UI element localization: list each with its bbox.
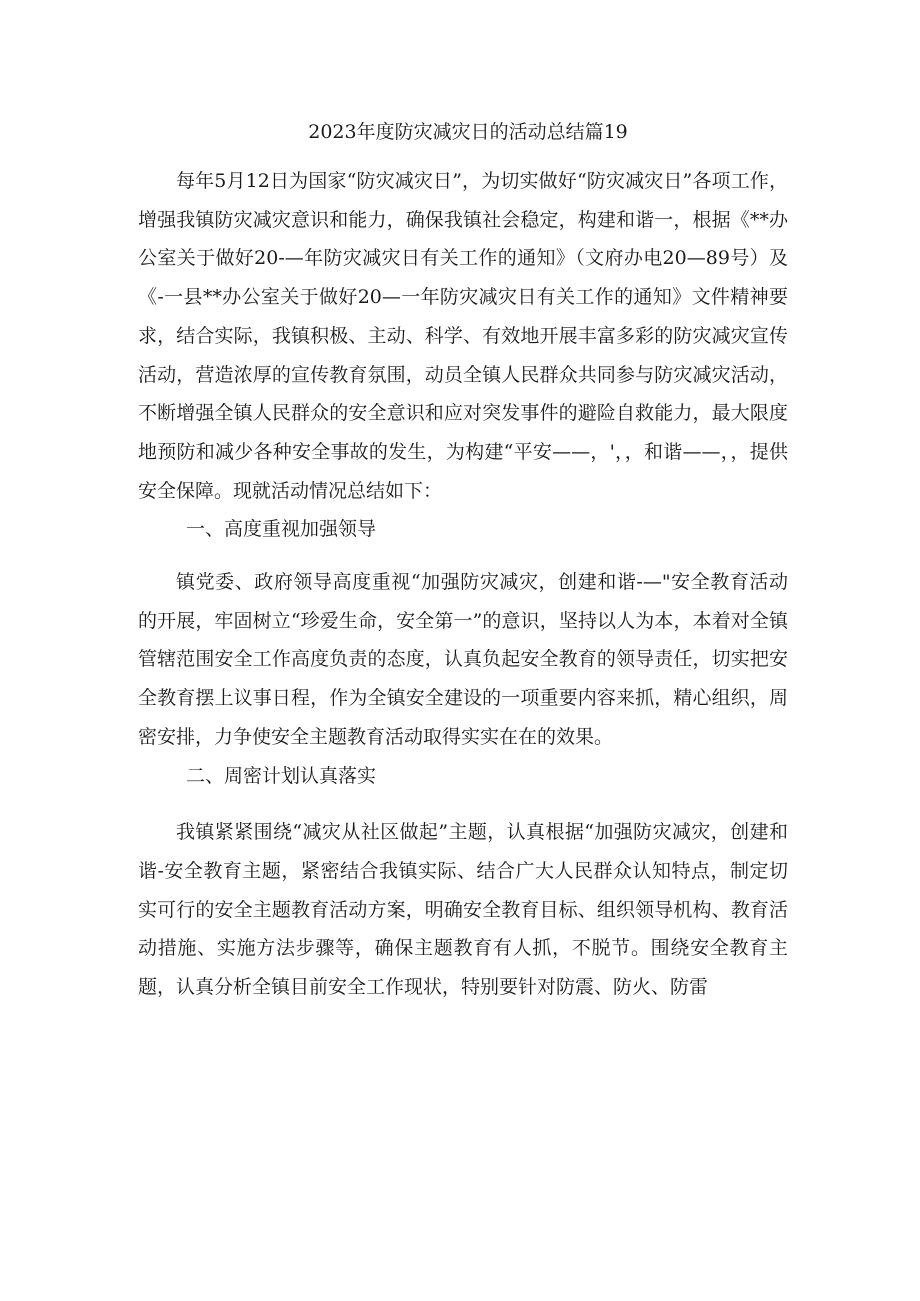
document-page bbox=[138, 112, 788, 1007]
section-1-heading: 一、高度重视加强领导 bbox=[186, 518, 377, 541]
section-2-heading: 二、周密计划认真落实 bbox=[186, 764, 377, 787]
document-title: 2023年度防灾减灾日的活动总结篇19 bbox=[308, 121, 628, 143]
section-1-paragraph: 镇党委、政府领导高度重视“加强防灾减灾，创建和谐-—"安全教育活动的开展，牢固树立“珍爱生命，安全第一”的意识，坚持以人为本，本着对全镇管辖范围安全工作高度负责的态度，认真负起安全教育的领导责任，切实把安全教育摆上议事日程，作为全镇安全建设的一项重要内容来抓，精心组织，周密安排，力争使安全主题教育活动取得实实在在的效果。 bbox=[138, 571, 788, 748]
section-2-paragraph: 我镇紧紧围绕“减灾从社区做起”主题，认真根据“加强防灾减灾，创建和谐-安全教育主题，紧密结合我镇实际、结合广大人民群众认知特点，制定切实可行的安全主题教育活动方案，明确安全教育目标、组织领导机构、教育活动措施、实施方法步骤等，确保主题教育有人抓，不脱节。围绕安全教育主题，认真分析全镇目前安全工作现状，特别要针对防震、防火、防雷 bbox=[138, 821, 788, 999]
intro-paragraph: 每年5月12日为国家“防灾减灾日”，为切实做好“防灾减灾日”各项工作，增强我镇防灾减灾意识和能力，确保我镇社会稳定，构建和谐一，根据《**办公室关于做好20-—年防灾减灾日有关工作的通知》（文府办电20—89号）及《-一县**办公室关于做好20—一年防灾减灾日有关工作的通知》文件精神要求，结合实际，我镇积极、主动、科学、有效地开展丰富多彩的防灾减灾宣传活动，营造浓厚的宣传教育氛围，动员全镇人民群众共同参与防灾减灾活动，不断增强全镇人民群众的安全意识和应对突发事件的避险自救能力，最大限度地预防和减少各种安全事故的发生，为构建“平安——，'，，和谐——，，提供安全保障。现就活动情况总结如下： bbox=[138, 170, 788, 502]
